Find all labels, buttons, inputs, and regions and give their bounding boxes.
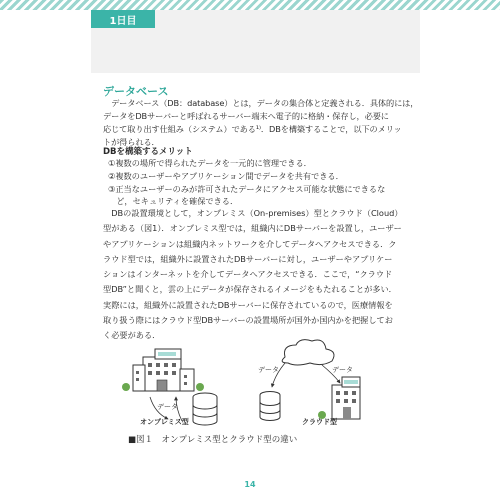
cloud-icon (282, 340, 334, 365)
day-tab: 1日目 (91, 10, 155, 28)
benefits-heading: DBを構築するメリット (103, 147, 193, 157)
onpremise-building-icon (122, 349, 204, 391)
body-line: 型DB”と聞くと，雲の上にデータが保存されるイメージをもたれることが多い． (103, 284, 397, 295)
body-line: ションはインターネットを介してデータへアクセスできる．ここで，“クラウド (103, 269, 393, 280)
cloud-label: クラウド型 (302, 418, 337, 426)
body-line: 型がある（図1）．オンプレミス型では，組織内にDBサーバーを設置し，ユーザー (103, 223, 402, 234)
data-label-cloud-right: データ (332, 366, 353, 374)
body-line: DBの設置環境として，オンプレミス（On-premises）型とクラウド（Cloud） (103, 208, 403, 218)
onpremise-label: オンプレミス型 (140, 418, 189, 426)
body-line: く必要がある． (103, 330, 161, 341)
intro-line-4: トが得られる． (103, 137, 160, 147)
page-number: 14 (244, 480, 256, 489)
cloud-building-icon (318, 377, 360, 419)
intro-line-1: データベース（DB：database）とは，データの集合体と定義される．具体的には， (103, 98, 419, 108)
body-line: ラウド型では，組織外に設置されたDBサーバーに対し，ユーザーやアプリケー (103, 253, 393, 264)
figure-caption: ■図１ オンプレミス型とクラウド型の違い (128, 435, 298, 445)
benefit-item-2: ②複数のユーザーやアプリケーション間でデータを共有できる． (108, 171, 344, 181)
intro-line-2: データをDBサーバーと呼ばれるサーバー端末へ電子的に格納・保存し，必要に (103, 111, 389, 121)
database-icon (193, 393, 217, 425)
data-label-left: データ (157, 403, 178, 411)
intro-line-3: 応じて取り出す仕組み（システム）である¹⁾．DBを構築することで，以下のメリッ (103, 124, 402, 134)
benefit-item-3: ③正当なユーザーのみが許可されたデータにアクセス可能な状態にできるな (108, 184, 386, 194)
cloud-database-icon (260, 392, 280, 421)
top-stripe-decoration (0, 0, 500, 10)
benefit-item-1: ①複数の場所で得られたデータを一元的に管理できる． (108, 158, 312, 168)
benefit-item-3-cont: ど，セキュリティを確保できる． (108, 196, 239, 206)
body-line: 取り扱う際にはクラウド型DBサーバーの設置場所が国外か国内かを把握してお (103, 315, 393, 326)
body-line: やアプリケーションは組織内ネットワークを介してデータへアクセスできる．ク (103, 238, 397, 249)
body-paragraph (103, 206, 403, 344)
section-title: データベース (103, 85, 169, 98)
body-line: 実際には，組織外に設置されたDBサーバーに保存されているので，医療情報を (103, 299, 393, 310)
data-label-cloud-left: データ (258, 366, 279, 374)
figure-1 (110, 335, 410, 435)
